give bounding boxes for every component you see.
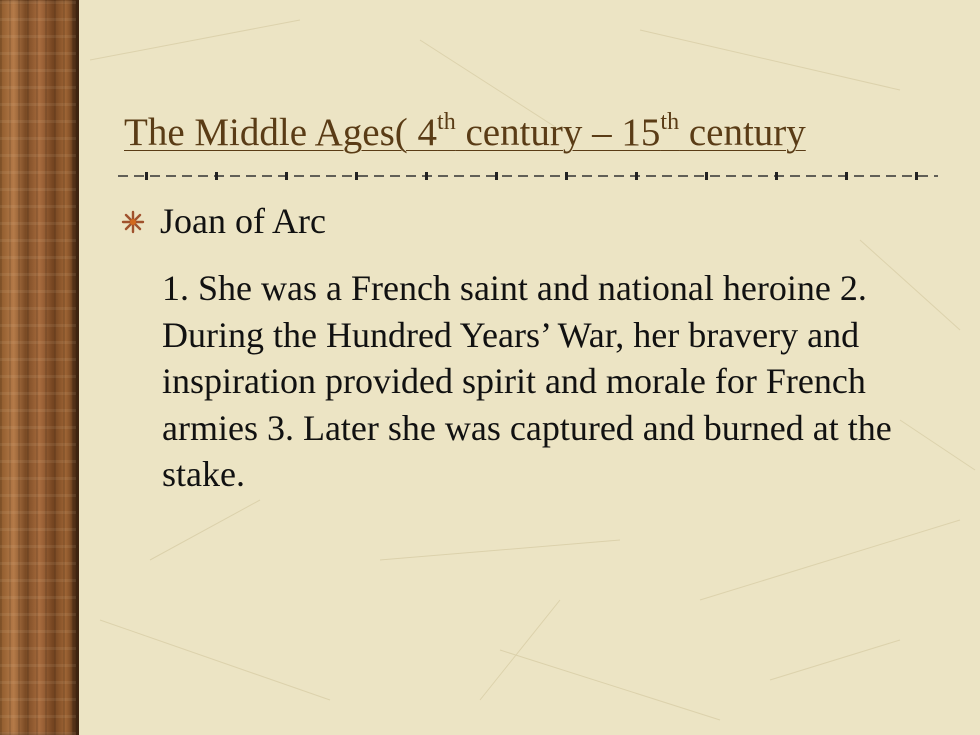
decorative-left-border — [0, 0, 76, 735]
bullet-text: Joan of Arc — [160, 201, 326, 241]
title-divider — [118, 170, 938, 182]
bullet-item — [120, 200, 326, 243]
starburst-bullet-icon — [120, 209, 146, 235]
body-paragraph: 1. She was a French saint and national heroine 2. During the Hundred Years’ War, her bravery and inspiration provided spirit and morale for French armies 3. Later she was captured and burned at the stake. — [162, 268, 892, 494]
border-edge-line — [76, 0, 79, 735]
slide-title: The Middle Ages( 4th century – 15th century — [124, 109, 806, 154]
